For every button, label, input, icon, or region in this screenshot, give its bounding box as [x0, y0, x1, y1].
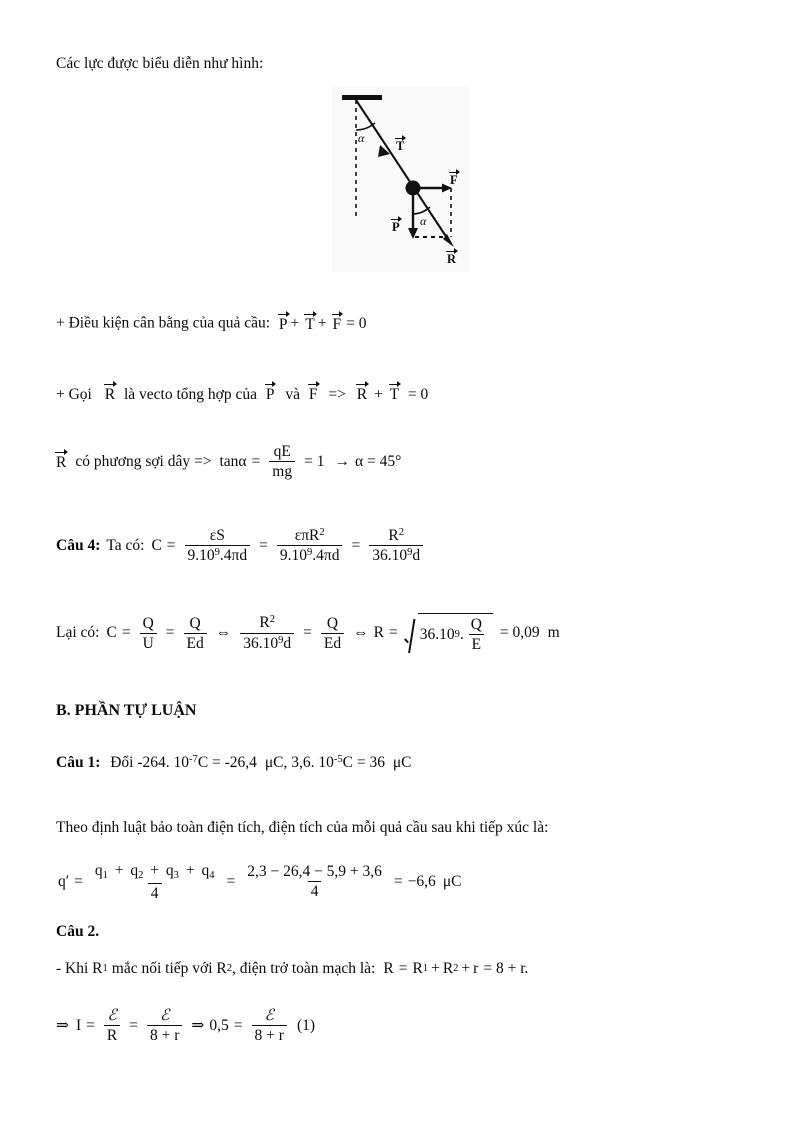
- laico-f4-den: Ed: [321, 633, 344, 652]
- current-implies-2: ⇒: [191, 1016, 205, 1034]
- equilibrium-prefix: + Điều kiện cân bằng của quả cầu:: [56, 314, 271, 332]
- laico-R: R: [373, 624, 384, 642]
- laico-root-exp: 9: [454, 628, 460, 640]
- laico-equals-5: = 0,09: [499, 624, 540, 642]
- q-formula-fraction-1: [92, 862, 218, 902]
- resultant-implies: =>: [328, 386, 346, 403]
- figure-label-alpha-bottom: α: [420, 214, 427, 228]
- cau4-f1-den-b: .4πd: [219, 547, 248, 565]
- cau4-fraction-2: [277, 527, 343, 564]
- equilibrium-vector-P: P: [278, 316, 288, 333]
- resultant-equals: = 0: [407, 386, 429, 403]
- equilibrium-plus-2: +: [317, 315, 327, 332]
- angle-vector-R: R: [56, 453, 67, 471]
- current-value: 0,5: [209, 1016, 229, 1034]
- cau4-line: [56, 527, 427, 564]
- laico-root-f-den: E: [469, 634, 484, 653]
- intro-text: Các lực được biểu diễn như hình:: [56, 55, 264, 72]
- current-fraction-3: [252, 1007, 287, 1044]
- laico-f1-den: U: [140, 633, 157, 652]
- figure-label-resultant-text: R: [447, 252, 457, 266]
- cau4-equals-2: =: [259, 536, 268, 554]
- laico-f3-num-exp: 2: [269, 614, 275, 626]
- laico-f3-num-a: R: [259, 614, 270, 632]
- cau4-equals-3: =: [351, 536, 361, 554]
- equilibrium-line: [56, 313, 372, 334]
- laico-equals-4: =: [388, 624, 398, 642]
- angle-arrow: →: [334, 452, 350, 470]
- emf-symbol-3: ℰ: [264, 1007, 274, 1024]
- cau4-fraction-1-numerator: εS: [209, 527, 225, 545]
- figure-label-weight: [392, 218, 400, 235]
- cau4-fraction-3: [369, 527, 423, 564]
- resultant-plus: +: [373, 386, 383, 403]
- emf-symbol-2: ℰ: [160, 1007, 170, 1024]
- cau1-line: [56, 753, 412, 772]
- q-formula-fraction-2: [244, 863, 385, 900]
- cau1-mu-1: μC: [264, 754, 284, 772]
- series-plus-1: +: [431, 959, 440, 977]
- resultant-mid-text: là vecto tổng hợp của: [123, 386, 257, 403]
- resultant-vector-R: R: [104, 386, 116, 403]
- laico-C: C: [106, 624, 117, 642]
- equilibrium-vector-F: F: [332, 316, 342, 333]
- cau4-f1-den-a: 9.10: [187, 547, 215, 565]
- cau4-fraction-3-denominator: [369, 545, 423, 564]
- cau4-f3-num-exp: 2: [398, 527, 404, 538]
- cau1-exp-b: -5: [333, 754, 343, 765]
- angle-equals-2: = 1: [304, 452, 325, 470]
- laico-fraction-4: [321, 615, 344, 652]
- current-implies-1: ⇒: [56, 1016, 69, 1034]
- cau4-f1-den-exp: 9: [214, 547, 220, 559]
- series-text-c: , điện trở toàn mạch là:: [232, 959, 376, 977]
- cau4-fraction-3-numerator: [385, 527, 407, 545]
- q-plus-2: +: [150, 862, 160, 879]
- figure-label-electric-force-text: F: [450, 173, 458, 187]
- equilibrium-equals: = 0: [346, 315, 367, 332]
- current-equals-2: =: [129, 1016, 139, 1034]
- laico-iff-1: ⇔: [215, 624, 232, 642]
- resultant-vector-R2: R: [356, 386, 368, 403]
- cau2-label: Câu 2.: [56, 923, 100, 940]
- q-formula-equals-3: =: [393, 873, 403, 891]
- series-sub-a: 1: [102, 962, 108, 974]
- laico-radicand: [418, 613, 493, 653]
- cau4-C: C: [151, 536, 162, 554]
- current-line: [56, 1007, 315, 1044]
- current-equals-1: =: [86, 1016, 95, 1034]
- laico-root-a: 36.10: [419, 625, 455, 643]
- q-term-3-sub: 3: [173, 869, 179, 881]
- series-R2: R: [442, 959, 454, 977]
- cau4-fraction-2-denominator: [277, 545, 343, 564]
- q-formula-result: −6,6: [407, 873, 436, 891]
- resultant-prefix: + Gọi: [56, 386, 92, 403]
- series-internal-r: r: [473, 959, 479, 977]
- cau4-f2-den-exp: 9: [307, 547, 313, 559]
- radical-sign: [405, 613, 418, 653]
- q-term-4-sub: 4: [209, 869, 215, 881]
- laico-square-root: [405, 613, 493, 653]
- q-formula-equals-2: =: [226, 873, 236, 891]
- q-formula-denominator-2: 4: [308, 881, 322, 900]
- force-diagram-svg: [332, 87, 469, 272]
- resultant-vector-F: F: [308, 386, 318, 403]
- current-equation-tag: (1): [296, 1016, 316, 1034]
- cau1-mu-2: μC: [392, 754, 412, 772]
- q-term-1-sub: 1: [102, 869, 108, 881]
- q-formula-unit: μC: [442, 873, 462, 891]
- q-term-2-sub: 2: [138, 869, 144, 881]
- laico-iff-2: ⇔: [353, 624, 369, 642]
- series-R: R: [383, 959, 394, 977]
- angle-text: có phương sợi dây =>: [75, 452, 212, 470]
- q-formula-denominator-1: 4: [148, 883, 162, 902]
- q-term-3: q: [165, 862, 174, 879]
- series-R1-sub: 1: [422, 962, 429, 974]
- laico-f1-num: Q: [142, 614, 154, 632]
- series-plus-2: +: [461, 959, 471, 977]
- current-equals-3: =: [233, 1016, 243, 1034]
- figure-label-tension: [396, 137, 404, 154]
- current-den-3: 8 + r: [252, 1025, 287, 1044]
- string-line: [356, 100, 451, 244]
- angle-tan: tanα: [219, 452, 247, 470]
- laico-unit: m: [547, 624, 560, 642]
- cau4-f2-den-b: .4πd: [312, 547, 340, 565]
- laico-root-fraction: [468, 616, 485, 653]
- current-den-2: 8 + r: [147, 1025, 182, 1044]
- laico-line: [56, 613, 560, 653]
- equilibrium-vector-T: T: [305, 316, 315, 333]
- cau1-label: Câu 1:: [56, 754, 101, 772]
- laico-fraction-1: [140, 615, 157, 652]
- figure-label-tension-text: T: [396, 139, 405, 153]
- tension-arrowhead: [378, 145, 390, 157]
- figure-label-electric-force: [450, 171, 458, 188]
- angle-fraction-numerator: qE: [273, 443, 291, 460]
- laico-f3-den-b: d: [283, 634, 292, 652]
- angle-fraction: [269, 443, 295, 480]
- conservation-text: Theo định luật bảo toàn điện tích, điện tích của mỗi quả cầu sau khi tiếp xúc là:: [56, 819, 549, 836]
- figure-label-alpha-top: α: [358, 131, 365, 145]
- laico-root-b: .: [459, 625, 464, 643]
- series-R1: R: [412, 959, 423, 977]
- cau4-f2-num-exp: 2: [319, 527, 325, 538]
- section-b-title: B. PHẦN TỰ LUẬN: [56, 702, 197, 719]
- laico-fraction-3: [240, 614, 294, 651]
- q-term-1: q: [94, 862, 103, 879]
- laico-root-f-num: Q: [470, 616, 482, 633]
- cau1-exp-a: -7: [189, 754, 198, 765]
- cau4-f3-den-b: d: [412, 547, 421, 565]
- current-I: I: [76, 1016, 82, 1034]
- cau4-lead: Ta có:: [106, 536, 145, 554]
- cau4-label: Câu 4:: [56, 536, 101, 554]
- current-den-1: R: [104, 1025, 120, 1044]
- laico-equals-2: =: [165, 624, 175, 642]
- laico-f2-den: Ed: [184, 633, 207, 652]
- force-diagram-pendulum: [332, 87, 469, 272]
- laico-f3-num: [256, 614, 278, 632]
- laico-equals-1: =: [121, 624, 131, 642]
- laico-fraction-2: [184, 615, 207, 652]
- angle-result: α = 45°: [354, 452, 402, 470]
- series-sub-b: 2: [226, 962, 232, 974]
- resultant-vector-P: P: [265, 386, 275, 403]
- cau1-text-c: , 3,6. 10: [283, 754, 334, 772]
- angle-line: [56, 443, 401, 480]
- current-fraction-2: [147, 1007, 182, 1044]
- laico-f4-num: Q: [326, 614, 339, 632]
- equilibrium-plus-1: +: [290, 315, 300, 332]
- laico-f3-den: [240, 633, 294, 652]
- figure-label-weight-text: P: [392, 220, 400, 234]
- cau4-f3-den-a: 36.10: [372, 547, 408, 565]
- q-formula-numerator-1: [92, 862, 218, 883]
- laico-equals-3: =: [303, 624, 312, 642]
- q-plus-1: +: [114, 862, 124, 879]
- laico-f3-den-a: 36.10: [243, 634, 279, 652]
- cau4-f2-den-a: 9.10: [279, 547, 307, 565]
- q-term-4: q: [201, 862, 210, 879]
- figure-label-resultant: [447, 250, 456, 267]
- series-text-a: - Khi R: [56, 959, 103, 977]
- cau4-equals-1: =: [166, 536, 176, 554]
- ceiling-support: [342, 95, 382, 100]
- laico-f3-den-exp: 9: [278, 634, 284, 646]
- cau4-fraction-2-numerator: [292, 527, 328, 545]
- q-formula-symbol: q′: [58, 873, 70, 891]
- cau4-f3-num-a: R: [388, 527, 399, 545]
- laico-f2-num: Q: [189, 614, 201, 632]
- series-R2-sub: 2: [453, 962, 459, 974]
- emf-symbol-1: ℰ: [107, 1007, 117, 1024]
- angle-fraction-denominator: mg: [269, 461, 295, 480]
- q-term-2: q: [130, 862, 139, 879]
- cau4-fraction-1-denominator: [185, 545, 251, 564]
- q-formula-line: [58, 862, 461, 902]
- cau1-text-b: C = -26,4: [197, 754, 257, 772]
- cau1-text-d: C = 36: [342, 754, 385, 772]
- series-text-b: mắc nối tiếp với R: [111, 959, 227, 977]
- cau4-fraction-1: [185, 527, 251, 564]
- q-formula-numerator-2: 2,3 − 26,4 − 5,9 + 3,6: [247, 863, 382, 881]
- series-equals-1: =: [398, 959, 408, 977]
- cau1-text-a: Đổi -264. 10: [110, 754, 190, 772]
- laico-lead: Lại có:: [56, 624, 100, 642]
- resultant-line: [56, 383, 433, 404]
- series-equals-2: = 8 + r.: [483, 959, 529, 977]
- resultant-vector-T: T: [389, 386, 400, 403]
- cau4-f3-den-exp: 9: [407, 547, 413, 559]
- q-formula-equals-1: =: [74, 873, 83, 891]
- angle-equals-1: =: [251, 452, 261, 470]
- resultant-and: và: [285, 386, 300, 403]
- cau4-f2-num-a: επR: [294, 527, 320, 545]
- series-line: [56, 958, 533, 978]
- current-fraction-1: [104, 1007, 120, 1044]
- q-plus-3: +: [185, 862, 195, 879]
